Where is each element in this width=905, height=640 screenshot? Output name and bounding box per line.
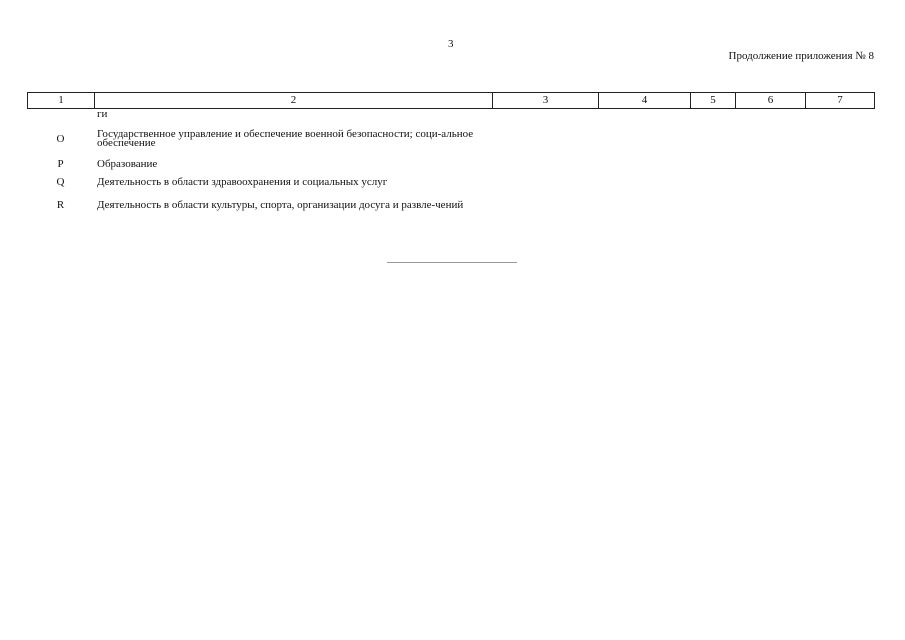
row-code: O [56,133,65,145]
row-code: Q [56,176,65,188]
column-header-5: 5 [691,93,736,109]
end-divider [387,262,517,263]
row-description: Деятельность в области культуры, спорта, организации досуга и развле-чений [97,198,464,211]
table-row [27,157,497,171]
table-row [27,175,497,189]
continuation-label: Продолжение приложения № 8 [728,50,874,62]
header-row [28,93,875,109]
column-header-3: 3 [493,93,599,109]
column-header-6: 6 [736,93,806,109]
row-code: R [56,199,65,211]
column-number-header-table [27,92,875,109]
column-header-7: 7 [806,93,875,109]
row-description: Деятельность в области здравоохранения и социальных услуг [97,175,388,188]
row-code: P [57,158,64,170]
column-header-1: 1 [28,93,95,109]
table-row [27,125,497,153]
table-row [27,193,497,217]
table-row [27,109,497,121]
classification-rows [27,109,497,217]
row-description: Государственное управление и обеспечение военной безопасности; соци-альное обеспечение [97,128,474,149]
row-description: ги [97,108,108,120]
page-number: 3 [448,38,454,50]
column-header-4: 4 [599,93,691,109]
row-description: Образование [97,157,158,170]
column-header-2: 2 [95,93,493,109]
